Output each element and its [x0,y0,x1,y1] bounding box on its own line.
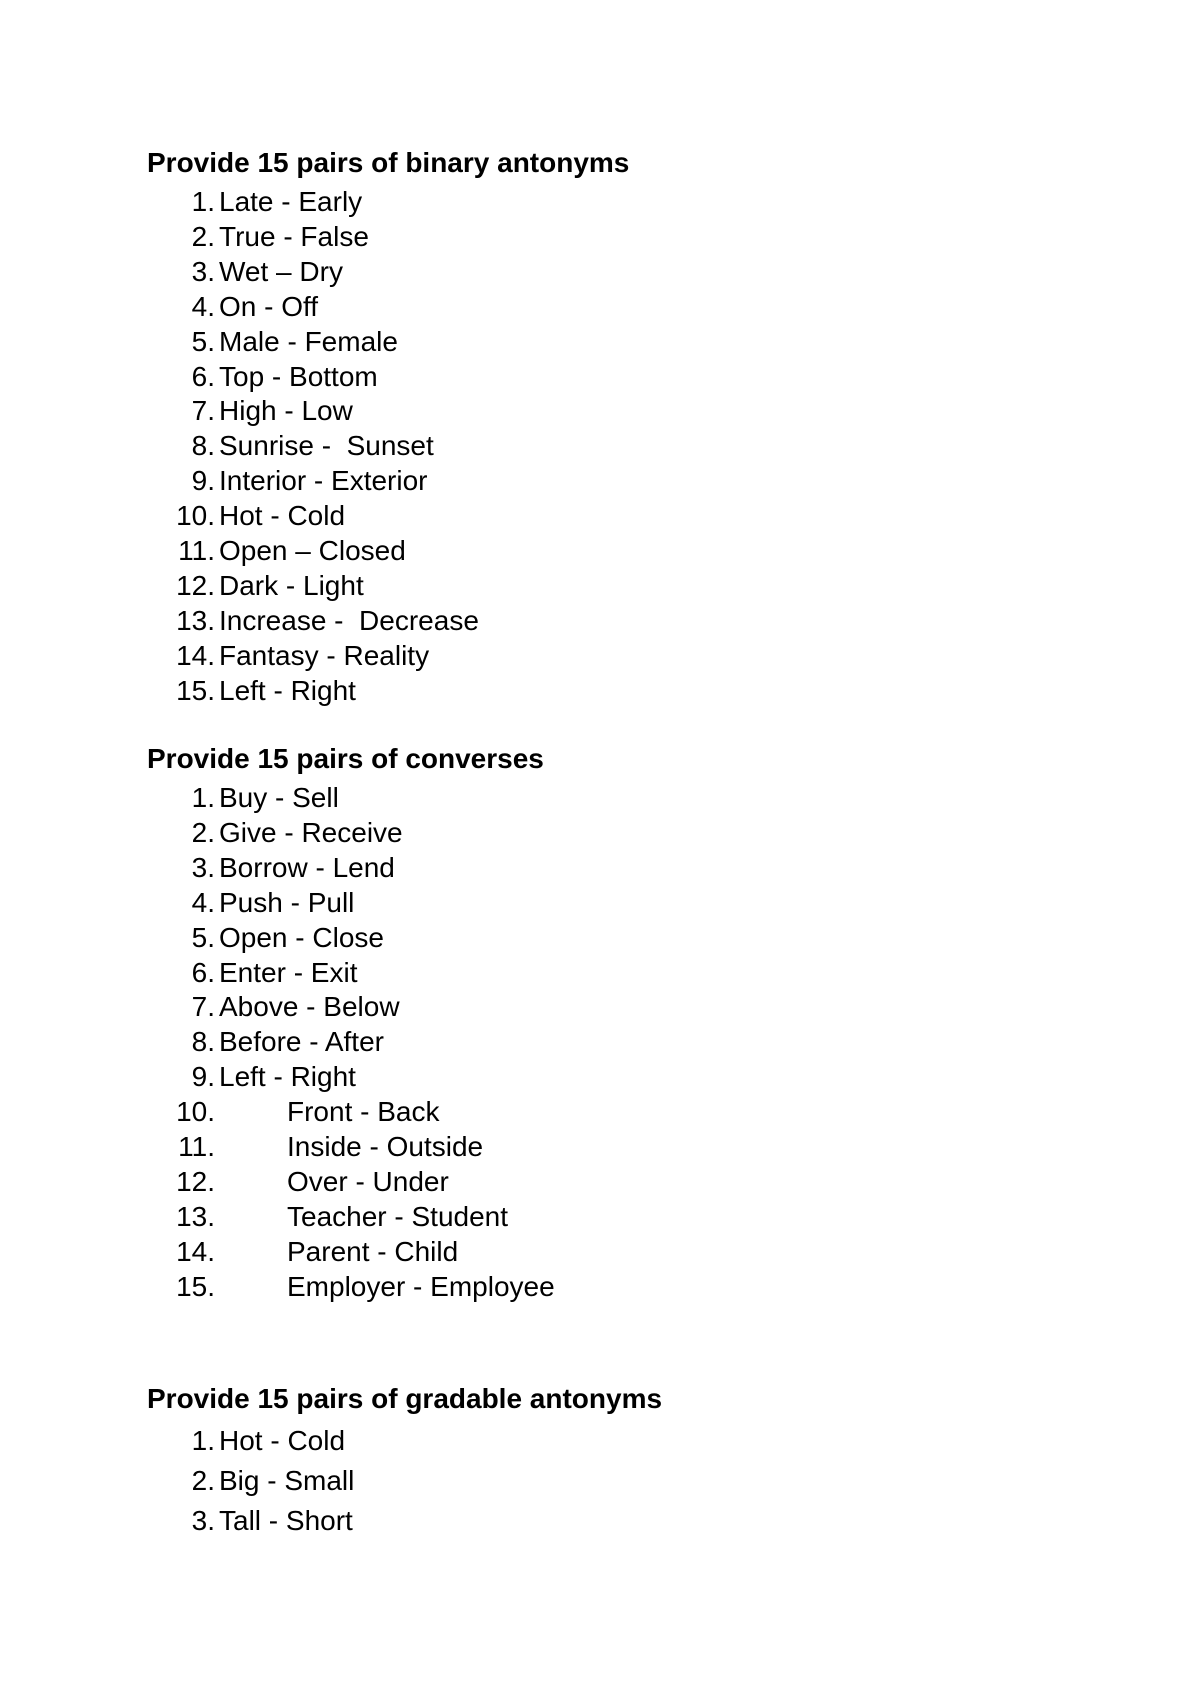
item-text: Push - Pull [219,886,355,918]
list-item [147,886,1147,921]
item-text: Late - Early [219,186,363,217]
item-number: 13. [176,1200,215,1232]
list-item [147,674,1147,709]
item-text: Left - Right [219,674,356,706]
list-item [147,255,1147,290]
item-text: Before - After [219,1026,384,1058]
item-text: Give - Receive [219,816,403,848]
item-number: 7. [191,395,215,427]
item-number: 8. [191,430,215,462]
item-text: Employer - Employee [287,1270,555,1302]
list-item [147,781,1147,816]
list-item [147,1235,1147,1270]
list-item [147,1060,1147,1095]
list-item [147,990,1147,1025]
section-converses [147,741,1147,1305]
item-number: 3. [191,851,215,883]
list-item [147,429,1147,464]
item-number: 5. [191,325,215,357]
item-text: Wet – Dry [219,255,343,287]
section-title: Provide 15 pairs of gradable antonyms [147,1383,663,1414]
converses-list [147,781,1147,1305]
item-text: Fantasy - Reality [219,639,430,671]
section-binary-antonyms [147,145,1147,709]
item-number: 9. [191,1061,215,1093]
list-item [147,290,1147,325]
item-text: Inside - Outside [287,1131,484,1163]
list-item [147,394,1147,429]
list-item [147,325,1147,360]
item-number: 5. [191,921,215,953]
item-text: Parent - Child [287,1235,459,1267]
item-number: 6. [191,956,215,988]
item-number: 10. [176,1096,215,1128]
item-text: Hot - Cold [219,1425,346,1456]
item-number: 2. [191,1465,215,1496]
item-number: 10. [176,500,215,532]
item-number: 1. [191,1425,215,1456]
item-number: 6. [191,360,215,392]
list-item [147,956,1147,991]
gradable-antonyms-list [147,1421,1147,1541]
list-item [147,360,1147,395]
item-number: 3. [191,1505,215,1536]
item-number: 12. [176,1165,215,1197]
item-text: Borrow - Lend [219,851,395,883]
list-item [147,1165,1147,1200]
item-number: 2. [191,816,215,848]
item-text: Front - Back [287,1096,440,1128]
list-item [147,569,1147,604]
list-item [147,1200,1147,1235]
item-text: Big - Small [219,1465,355,1496]
list-item [147,1461,1147,1501]
item-text: Dark - Light [219,569,364,601]
item-number: 14. [176,639,215,671]
item-text: Interior - Exterior [219,465,428,497]
item-text: Buy - Sell [219,782,339,813]
list-item [147,1130,1147,1165]
item-text: Male - Female [219,325,398,357]
item-number: 9. [191,465,215,497]
item-number: 12. [176,569,215,601]
item-number: 2. [191,220,215,252]
item-number: 4. [191,290,215,322]
item-text: Sunrise - Sunset [219,430,434,462]
item-number: 1. [191,782,215,813]
list-item [147,816,1147,851]
list-item [147,464,1147,499]
list-item [147,921,1147,956]
item-number: 11. [178,535,215,567]
list-item [147,851,1147,886]
list-item [147,185,1147,220]
item-text: Enter - Exit [219,956,358,988]
item-text: Tall - Short [219,1505,353,1536]
list-item [147,499,1147,534]
item-text: Increase - Decrease [219,604,479,636]
list-item [147,1025,1147,1060]
list-item [147,1421,1147,1461]
item-text: On - Off [219,290,319,322]
item-text: Over - Under [287,1165,449,1197]
item-number: 8. [191,1026,215,1058]
item-text: High - Low [219,395,353,427]
list-item [147,1095,1147,1130]
binary-antonyms-list [147,185,1147,709]
item-number: 11. [178,1131,215,1163]
item-number: 3. [191,255,215,287]
item-number: 7. [191,991,215,1023]
list-item [147,534,1147,569]
item-text: Hot - Cold [219,500,346,532]
list-item [147,639,1147,674]
item-text: Above - Below [219,991,400,1023]
section-gradable-antonyms [147,1381,1147,1541]
item-number: 4. [191,886,215,918]
section-title: Provide 15 pairs of binary antonyms [147,147,630,178]
item-number: 1. [191,186,215,217]
item-text: Open - Close [219,921,384,953]
list-item [147,604,1147,639]
item-text: Open – Closed [219,535,406,567]
item-number: 13. [176,604,215,636]
item-number: 15. [176,1270,215,1302]
item-number: 15. [176,674,215,706]
list-item [147,1501,1147,1541]
item-text: Left - Right [219,1061,356,1093]
item-text: Top - Bottom [219,360,378,392]
list-item [147,1270,1147,1305]
item-text: True - False [219,220,369,252]
list-item [147,220,1147,255]
item-number: 14. [176,1235,215,1267]
section-title: Provide 15 pairs of converses [147,743,544,774]
item-text: Teacher - Student [287,1200,509,1232]
